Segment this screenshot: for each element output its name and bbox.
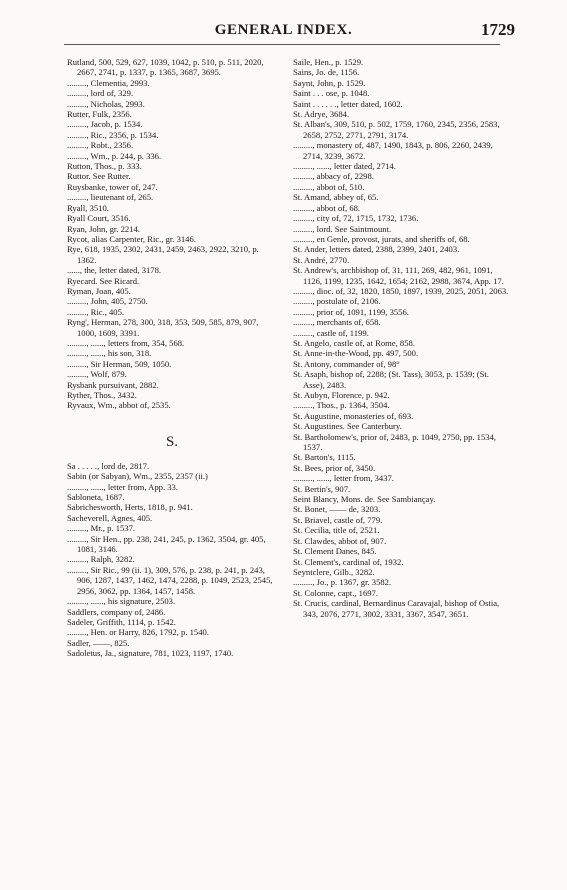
index-entry: St. Ander, letters dated, 2388, 2399, 2401, 2403. <box>293 244 460 255</box>
index-entry: Ruttor. See Rutter. <box>67 171 131 182</box>
index-entry: Ruysbanke, tower of, 247. <box>67 181 158 192</box>
index-entry: St. Augustine, monasteries of, 693. <box>293 410 414 421</box>
index-entry: Ryther, Thos., 3432. <box>67 390 137 400</box>
index-entry: ........., Ric., 2356, p. 1534. <box>67 129 159 140</box>
index-entry: ........., Sir Herman, 509, 1050. <box>67 358 172 369</box>
index-entry: Ryvaux, Wm., abbot of, 2535. <box>67 400 171 411</box>
index-entry: St. Bartholomew's, prior of, 2483, p. 1049, 2750, pp. 1534, 1537. <box>293 431 497 453</box>
index-entry: ........., Thos., p. 1364, 3504. <box>293 400 390 411</box>
index-entry: ........., lieutenant of, 265. <box>67 192 154 203</box>
index-entry: St. Andrew's, archbishop of, 31, 111, 269, 482, 961, 1091, 1126, 1199, 1235, 1642, 1654; 2162, 2988, 3674, App. 17. <box>293 265 504 286</box>
index-entry: ........., Robt., 2356. <box>67 140 134 151</box>
index-entry: Ryall, 3510. <box>67 202 109 213</box>
index-entry: Ryng', Herman, 278, 300, 318, 353, 509, 585, 879, 907, 1000, 1609, 3391. <box>67 317 259 338</box>
index-entry: Saile, Hen., p. 1529. <box>293 57 364 67</box>
index-entry: ........., Jacob, p. 1534. <box>67 119 143 130</box>
index-entry: Seyntclere, Gilb., 3282. <box>293 566 375 577</box>
index-entry: ........., ......, his son, 318. <box>67 348 152 359</box>
index-entry: ........., en Genle, provost, jurats, and sheriffs of, 68. <box>293 233 470 244</box>
section-letter-heading: S. <box>165 433 179 450</box>
index-entry: Ryecard. See Ricard. <box>67 275 140 286</box>
index-entry: Saddlers, company of, 2486. <box>67 606 166 617</box>
index-entry: St. Colonne, capt., 1697. <box>293 587 378 598</box>
index-entry: ........., dioc. of, 32, 1820, 1850, 1897, 1939, 2025, 2051, 2063. <box>293 285 509 296</box>
index-entry: St. Amand, abbey of, 65. <box>293 192 379 203</box>
index-entry: ........., Nicholas, 2993. <box>67 98 145 109</box>
index-entry: St. Bertin's, 907. <box>293 483 351 494</box>
index-entry: Saynt, John, p. 1529. <box>293 77 366 88</box>
index-entry: Sacheverell, Agnes, 405. <box>67 512 153 523</box>
index-entry: ........., Ric., 405. <box>67 306 125 317</box>
index-entry: Sabin (or Sabyan), Wm., 2355, 2357 (ii.) <box>67 471 208 482</box>
index-entry: ........., abbacy of, 2298. <box>293 171 374 182</box>
header-rule <box>64 44 500 45</box>
index-entry: Rycot, alias Carpenter, Ric., gr. 3146. <box>67 233 196 244</box>
index-entry: St. Asaph, bishop of, 2288; (St. Tass), 3053, p. 1539; (St. Asse), 2483. <box>293 369 489 390</box>
index-entry: St. Alban's, 309, 510, p. 502, 1759, 1760, 2345, 2356, 2583, 2658, 2752, 2771, 2791, 3174. <box>293 119 500 140</box>
index-entry: ........., lord of, 329. <box>67 88 134 99</box>
index-entry: ........., abbot of, 68. <box>293 202 361 213</box>
index-entry: ........., castle of, 1199. <box>293 327 369 338</box>
index-entry: Rutland, 500, 529, 627, 1039, 1042, p. 510, p. 511, 2020, 2667, 2741, p. 1337, p. 1365, 3687, 3695. <box>67 57 264 78</box>
index-entry: Saint . . . ose, p. 1048. <box>293 88 370 99</box>
index-entry: ........., ......, his signature, 2503. <box>67 596 176 607</box>
index-entry: ........., city of, 72, 1715, 1732, 1736. <box>293 213 419 224</box>
index-entry: ........., ......, letter from, 3437. <box>293 473 394 484</box>
index-entry: Sa . . . . ., lord de, 2817. <box>67 460 150 471</box>
index-entry: ........., lord. See Saintmount. <box>293 223 392 234</box>
index-entry: ........., merchants of, 658. <box>293 317 381 328</box>
index-entry: ........., postulate of, 2106. <box>293 296 381 307</box>
index-entry: Ryall Court, 3516. <box>67 213 131 224</box>
index-entry: ........., Mr., p. 1537. <box>67 523 136 534</box>
index-entry: ......, the, letter dated, 3178. <box>67 265 162 276</box>
index-entry: St. André, 2770. <box>293 254 350 265</box>
index-entry: St. Clement's, cardinal of, 1932. <box>293 556 404 567</box>
index-entry: ........., ......, letter from, App. 33. <box>67 481 178 492</box>
index-entry: St. Bees, prior of, 3450. <box>293 462 376 473</box>
index-entry: Sadeler, Griffith, 1114, p. 1542. <box>67 616 176 627</box>
index-entry: ........., Wm., p. 244, p. 336. <box>67 150 162 161</box>
index-entry: ........., Ralph, 3282. <box>67 554 135 565</box>
index-entry: ........., Wolf, 879. <box>67 369 127 380</box>
index-entry: St. Clement Danes, 845. <box>293 546 377 557</box>
index-entry: Sabloneta, 1687. <box>67 492 125 503</box>
index-entry: ........., prior of, 1091, 1199, 3556. <box>293 306 409 317</box>
index-entry: Sains, Jo. de, 1156. <box>293 67 360 78</box>
index-entry: St. Cecilia, title of, 2521. <box>293 525 380 536</box>
index-entry: ........., monastery of, 487, 1490, 1843, p. 806, 2260, 2439, 2714, 3239, 3672. <box>293 140 493 161</box>
index-entry: St. Aubyn, Florence, p. 942. <box>293 390 390 400</box>
index-entry: Rutton, Thos., p. 333. <box>67 161 142 172</box>
index-entry: ........., abbot of, 510. <box>293 181 365 192</box>
index-entry: St. Adrye, 3684. <box>293 109 350 120</box>
index-entry: Saint . . . . . ., letter dated, 1602. <box>293 98 403 109</box>
index-entry: Sadoletus, Ja., signature, 781, 1023, 1197, 1740. <box>67 648 234 659</box>
index-entry: ........., Sir Hen., pp. 238, 241, 245, p. 1362, 3504, gr. 405, 1081, 3146. <box>67 533 266 555</box>
index-entry: ........., Hen. or Harry, 826, 1792, p. 1540. <box>67 627 209 638</box>
index-entry: Sabrichesworth, Herts, 1818, p. 941. <box>67 502 193 513</box>
index-entry: St. Angelo, castle of, at Rome, 858. <box>293 337 415 348</box>
index-entry: ........., John, 405, 2750. <box>67 296 148 307</box>
index-entry: St. Crucis, cardinal, Bernardinus Caravajal, bishop of Ostia, 343, 2076, 2771, 3002, 3331, 3367, 3547, 3651. <box>293 598 500 619</box>
index-entry: ........., Sir Ric., 99 (ii. 1), 309, 576, p. 238, p. 241, p. 243, 906, 1287, 1437, 1462, 1474, 2288, p. 1049, 2523, 2545, 2956, 3062, pp. 1364, 1457, 1458. <box>67 564 273 596</box>
index-entry: St. Antony, commander of, 98° <box>293 358 400 369</box>
running-title: GENERAL INDEX. <box>214 22 353 38</box>
index-entry: ........., ......, letter dated, 2714. <box>293 161 396 172</box>
index-entry: Rutter, Fulk, 2356. <box>67 109 132 120</box>
right-column <box>293 57 511 619</box>
index-entry: St. Bonet, —— de, 3203. <box>293 504 381 515</box>
index-entry: Ryan, John, gr. 2214. <box>67 223 140 234</box>
index-entry: St. Anne-in-the-Wood, pp. 497, 500. <box>293 348 419 359</box>
page-number: 1729 <box>481 20 515 39</box>
index-entry: St. Barton's, 1115. <box>293 452 356 463</box>
index-entry: Ryman, Joan, 405. <box>67 285 131 296</box>
index-entry: Seint Blancy, Mons. de. See Sambiançay. <box>293 494 436 505</box>
index-entry: ........., ......, letters from, 354, 568. <box>67 337 185 348</box>
index-entry: St. Clawdes, abbot of, 907. <box>293 535 387 546</box>
index-entry: Rye, 618, 1935, 2302, 2431, 2459, 2463, 2922, 3210, p. 1362. <box>67 244 259 265</box>
index-entry: ........., Clementia, 2993. <box>67 77 150 88</box>
index-entry: St. Briavel, castle of, 779. <box>293 514 383 525</box>
index-entry: Rysbank pursuivant, 2882. <box>67 379 159 390</box>
left-column <box>67 57 277 659</box>
index-entry: ........., Jo., p. 1367, gr. 3582. <box>293 577 392 588</box>
index-entry: Sadler, ——, 825. <box>67 637 130 648</box>
index-entry: St. Augustines. See Canterbury. <box>293 421 402 432</box>
